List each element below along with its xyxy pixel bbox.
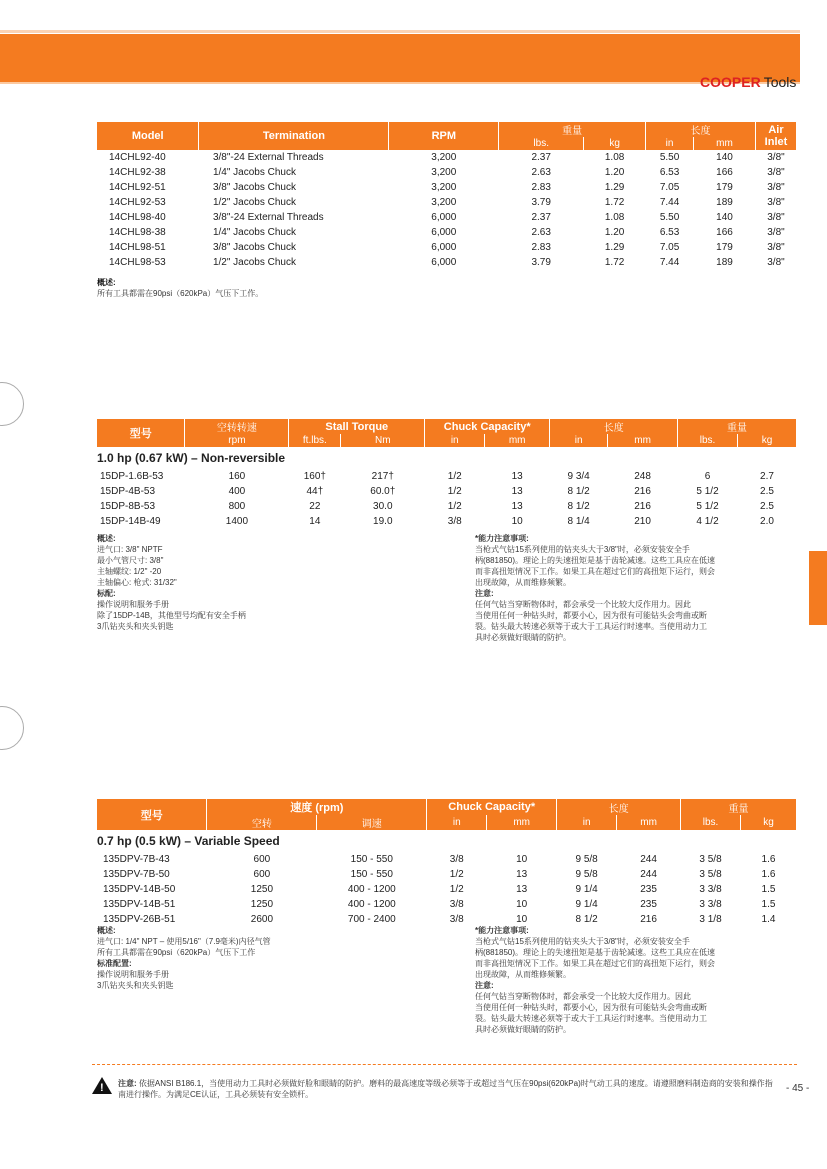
table-cell: 3 3/8	[699, 899, 722, 910]
footer-divider	[92, 1064, 797, 1066]
note-line: 主轴偏心: 枪式: 31/32"	[97, 578, 177, 587]
table1-notes	[97, 277, 263, 299]
table-cell: 235	[640, 884, 657, 895]
table-cell: 4 1/2	[696, 516, 719, 527]
col-length: 长度	[557, 799, 681, 815]
col-in: in	[425, 434, 485, 447]
table-row	[97, 225, 797, 240]
table-cell: 3/8"	[767, 257, 785, 268]
table-cell: 1/2	[447, 486, 462, 497]
table-15dp	[97, 419, 797, 529]
page-number: - 45 -	[786, 1083, 810, 1094]
table-cell: 7.44	[659, 257, 680, 268]
table-cell: 8 1/4	[567, 516, 590, 527]
table-cell: 1.08	[604, 212, 625, 223]
col-lbs: lbs.	[678, 434, 738, 447]
col-in: in	[646, 137, 694, 150]
note-line: 主轴螺纹: 1/2" -20	[97, 567, 162, 576]
col-lbs: lbs.	[681, 815, 741, 830]
col-mm: mm	[617, 815, 681, 830]
col-chuck: Chuck Capacity*	[425, 419, 550, 434]
col-rpm: rpm	[185, 434, 289, 447]
col-model: Model	[97, 122, 199, 150]
table-cell: 1250	[250, 899, 274, 910]
table-cell: 217†	[371, 471, 394, 482]
table-cell: 3/8"	[767, 152, 785, 163]
header-band	[0, 34, 800, 84]
col-mm: mm	[485, 434, 550, 447]
table-cell: 6.53	[659, 227, 680, 238]
col-weight: 重量	[678, 419, 797, 434]
table-cell: 5 1/2	[696, 486, 719, 497]
table-cell: 1.72	[604, 197, 625, 208]
table-cell: 8 1/2	[567, 486, 590, 497]
col-length: 长度	[550, 419, 678, 434]
table-cell: 15DP-14B-49	[100, 516, 161, 527]
table-cell: 6.53	[659, 167, 680, 178]
table-cell: 2600	[250, 914, 274, 925]
col-rpm: RPM	[389, 122, 499, 150]
col-free: 空转	[207, 815, 317, 830]
note-text: 所有工具都需在90psi（620kPa）气压下工作。	[97, 289, 264, 298]
table-cell: 2.37	[531, 212, 551, 223]
table-cell: 10	[516, 899, 528, 910]
table-cell: 2.5	[760, 486, 774, 497]
note-line: 任何气钻当穿断物体时，都会承受一个比较大反作用力。因此	[475, 600, 691, 609]
note-line: 3爪钻夹头和夹头钥匙	[97, 981, 174, 990]
table-cell: 3/8"	[767, 197, 785, 208]
table-row	[97, 867, 797, 882]
table-cell: 800	[228, 501, 246, 512]
table-cell: 14CHL92-38	[109, 167, 166, 178]
table-cell: 3.79	[531, 257, 551, 268]
table-cell: 8 1/2	[567, 501, 590, 512]
table-cell: 2.63	[531, 167, 551, 178]
brand-suffix: Tools	[763, 74, 797, 90]
table-cell: 3/8"	[767, 242, 785, 253]
col-in: in	[557, 815, 617, 830]
col-kg: kg	[741, 815, 797, 830]
table-cell: 14CHL98-38	[109, 227, 166, 238]
col-in: in	[427, 815, 487, 830]
note-title: 概述:	[97, 278, 116, 287]
note-line: 概述:	[97, 534, 116, 543]
table-row	[97, 255, 797, 270]
table-cell: 135DPV-14B-51	[103, 899, 176, 910]
table3-notes-right	[475, 925, 785, 1035]
table-cell: 1.6	[761, 869, 776, 880]
table-cell: 9 5/8	[575, 869, 598, 880]
hole-punch-bottom	[0, 706, 24, 750]
note-line: 进气口: 1/4" NPT – 使用5/16"（7.9毫米)内径气管	[97, 937, 271, 946]
table-cell: 179	[716, 182, 733, 193]
table-cell: 1/4" Jacobs Chuck	[212, 167, 296, 178]
note-line: 具时必须做好眼睛的防护。	[475, 633, 571, 642]
table-cell: 135DPV-7B-50	[103, 869, 170, 880]
table-row	[97, 514, 797, 529]
table-cell: 2.7	[760, 471, 774, 482]
table-chl	[97, 122, 797, 270]
table-cell: 160†	[303, 471, 326, 482]
table-cell: 400	[228, 486, 246, 497]
table-cell: 3,200	[431, 197, 457, 208]
table-cell: 2.83	[531, 242, 551, 253]
table-cell: 6,000	[431, 257, 457, 268]
note-line: 而非高扭矩情况下工作。如果工具在超过它们的高扭矩下运行，则会	[475, 959, 715, 968]
table-cell: 2.0	[760, 516, 774, 527]
col-mm: mm	[694, 137, 756, 150]
table-cell: 3,200	[431, 152, 457, 163]
table-cell: 3/8"	[767, 182, 785, 193]
col-length: 长度	[646, 122, 756, 137]
table-cell: 8 1/2	[575, 914, 598, 925]
table-cell: 13	[516, 869, 528, 880]
note-line: 注意:	[475, 589, 494, 598]
table-cell: 3/8" Jacobs Chuck	[212, 242, 296, 253]
table-cell: 135DPV-14B-50	[103, 884, 176, 895]
table-cell: 10	[516, 854, 528, 865]
note-line: 出现故障，从而维修频繁。	[475, 970, 571, 979]
col-mm: mm	[608, 434, 678, 447]
table-cell: 13	[511, 486, 523, 497]
table-cell: 1.72	[604, 257, 625, 268]
table-cell: 166	[716, 167, 733, 178]
table-row	[97, 180, 797, 195]
table-cell: 179	[716, 242, 733, 253]
note-line: *能力注意事项:	[475, 534, 529, 543]
table-cell: 189	[716, 257, 733, 268]
col-air-inlet: Air Inlet	[755, 122, 796, 150]
table-cell: 9 5/8	[575, 854, 598, 865]
table-cell: 700 - 2400	[347, 914, 396, 925]
col-kg: kg	[738, 434, 797, 447]
table-cell: 600	[253, 854, 271, 865]
col-lbs: lbs.	[499, 137, 584, 150]
footer-text: 依据ANSI B186.1，当使用动力工具时必须做好脸和眼睛的防护。磨料的最高速度等级必须等于或超过当气压在90psi(620kPa)时气动工具的速度。请遵照磨料制造商的安装和操作指南进行操作。为满足CE认证，工具必须装有安全锁杆。	[118, 1079, 773, 1099]
table-cell: 3/8	[447, 516, 462, 527]
table-cell: 248	[634, 471, 651, 482]
table-row	[97, 484, 797, 499]
table-cell: 13	[516, 884, 528, 895]
table-cell: 140	[716, 212, 733, 223]
table-cell: 135DPV-7B-43	[103, 854, 170, 865]
table-cell: 400 - 1200	[347, 884, 396, 895]
table-cell: 3/8	[449, 854, 464, 865]
table-cell: 140	[716, 152, 733, 163]
table-cell: 1.20	[604, 167, 625, 178]
table-cell: 1.08	[604, 152, 625, 163]
table-cell: 2.37	[531, 152, 551, 163]
table-cell: 150 - 550	[350, 854, 393, 865]
table-cell: 10	[516, 914, 528, 925]
table-cell: 2.63	[531, 227, 551, 238]
table-cell: 3/8"	[767, 167, 785, 178]
table-cell: 3/8	[449, 899, 464, 910]
col-adjust: 调速	[317, 815, 427, 830]
table-row	[97, 469, 797, 484]
col-free-speed: 空转转速	[185, 419, 289, 434]
table2-notes-right	[475, 533, 785, 643]
col-in: in	[550, 434, 608, 447]
table-cell: 6,000	[431, 242, 457, 253]
col-model: 型号	[97, 419, 185, 447]
table-cell: 1.6	[761, 854, 776, 865]
table-cell: 244	[640, 869, 657, 880]
note-line: 柄(881850)。理论上的失速扭矩是基于齿轮减速。这些工具应在低速	[475, 556, 716, 565]
col-mm: mm	[487, 815, 557, 830]
table-cell: 1/2	[447, 501, 462, 512]
table-cell: 13	[511, 501, 523, 512]
col-chuck: Chuck Capacity*	[427, 799, 557, 815]
table-cell: 3/8"-24 External Threads	[212, 212, 324, 223]
table-cell: 13	[511, 471, 523, 482]
table-cell: 1250	[250, 884, 274, 895]
table-cell: 3 3/8	[699, 884, 722, 895]
table-cell: 14CHL92-53	[109, 197, 166, 208]
table-cell: 210	[634, 516, 651, 527]
note-line: 标准配置:	[97, 959, 132, 968]
table-cell: 5.50	[659, 152, 680, 163]
table-cell: 6	[704, 471, 711, 482]
table-cell: 9 3/4	[567, 471, 590, 482]
table-cell: 400 - 1200	[347, 899, 396, 910]
table-cell: 15DP-8B-53	[100, 501, 156, 512]
table-cell: 14	[309, 516, 321, 527]
table-cell: 1.4	[761, 914, 776, 925]
table-row	[97, 210, 797, 225]
table-cell: 14CHL92-51	[109, 182, 166, 193]
table-cell: 216	[640, 914, 657, 925]
table-cell: 3 5/8	[699, 869, 722, 880]
col-weight: 重量	[499, 122, 646, 137]
col-weight: 重量	[681, 799, 797, 815]
table-cell: 3,200	[431, 167, 457, 178]
table-cell: 1400	[225, 516, 249, 527]
note-line: 出现故障，从而维修频繁。	[475, 578, 571, 587]
table-cell: 1.20	[604, 227, 625, 238]
note-line: 最小气管尺寸: 3/8"	[97, 556, 164, 565]
table-cell: 216	[634, 501, 651, 512]
hole-punch-top	[0, 382, 24, 426]
table-cell: 14CHL92-40	[109, 152, 166, 163]
table-cell: 7.05	[659, 182, 680, 193]
table-cell: 7.05	[659, 242, 680, 253]
note-line: 进气口: 3/8" NPTF	[97, 545, 163, 554]
note-line: 当使用任何一种钻头时，都要小心，因为很有可能钻头会弯曲或断	[475, 611, 707, 620]
table-row	[97, 150, 797, 165]
table-cell: 15DP-4B-53	[100, 486, 156, 497]
table-row	[97, 195, 797, 210]
note-line: 具时必须做好眼睛的防护。	[475, 1025, 571, 1034]
note-line: 当枪式气钻15系列使用的钻夹头大于3/8"时，必须安装安全手	[475, 545, 690, 554]
table-row	[97, 165, 797, 180]
col-termination: Termination	[199, 122, 389, 150]
table-cell: 1/4" Jacobs Chuck	[212, 227, 296, 238]
table-cell: 150 - 550	[350, 869, 393, 880]
table-cell: 3/8"-24 External Threads	[212, 152, 324, 163]
table-cell: 3/8"	[767, 212, 785, 223]
table-row	[97, 882, 797, 897]
table-cell: 1/2	[449, 869, 464, 880]
table-cell: 160	[228, 471, 246, 482]
section-title: 1.0 hp (0.67 kW) – Non-reversible	[97, 450, 286, 465]
note-line: 3爪钻夹头和夹头钥匙	[97, 622, 174, 631]
note-line: 概述:	[97, 926, 116, 935]
brand-logo	[700, 74, 796, 90]
table-cell: 9 1/4	[575, 884, 598, 895]
table-cell: 3/8	[449, 914, 464, 925]
table-cell: 14CHL98-51	[109, 242, 166, 253]
note-line: 当枪式气钻15系列使用的钻夹头大于3/8"时，必须安装安全手	[475, 937, 690, 946]
table-row	[97, 897, 797, 912]
col-stall: Stall Torque	[289, 419, 425, 434]
table-row	[97, 852, 797, 867]
table-cell: 10	[511, 516, 523, 527]
table-135dpv	[97, 799, 797, 927]
table-cell: 2.83	[531, 182, 551, 193]
note-line: 注意:	[475, 981, 494, 990]
table-cell: 30.0	[373, 501, 393, 512]
note-line: 裂。钻头最大转速必须等于或大于工具运行时速率。当使用动力工	[475, 622, 707, 631]
table-cell: 5.50	[659, 212, 680, 223]
table-cell: 9 1/4	[575, 899, 598, 910]
note-line: 操作说明和服务手册	[97, 970, 169, 979]
table-cell: 244	[640, 854, 657, 865]
col-speed: 速度 (rpm)	[207, 799, 427, 815]
table-cell: 166	[716, 227, 733, 238]
note-line: *能力注意事项:	[475, 926, 529, 935]
table-cell: 1.5	[761, 899, 776, 910]
table-cell: 235	[640, 899, 657, 910]
note-line: 除了15DP-14B，其他型号均配有安全手柄	[97, 611, 246, 620]
header-stripe-thin	[0, 30, 800, 33]
table-cell: 600	[253, 869, 271, 880]
table-cell: 15DP-1.6B-53	[100, 471, 164, 482]
table-cell: 22	[309, 501, 321, 512]
table-cell: 1.5	[761, 884, 776, 895]
table-row	[97, 499, 797, 514]
col-model: 型号	[97, 799, 207, 830]
col-nm: Nm	[341, 434, 425, 447]
note-line: 当使用任何一种钻头时，都要小心，因为很有可能钻头会弯曲或断	[475, 1003, 707, 1012]
table-cell: 60.0†	[370, 486, 396, 497]
note-line: 所有工具都需在90psi（620kPa）气压下工作	[97, 948, 256, 957]
table-cell: 1.29	[604, 242, 625, 253]
note-line: 标配:	[97, 589, 116, 598]
table-cell: 3 5/8	[699, 854, 722, 865]
table-cell: 7.44	[659, 197, 680, 208]
footer-label: 注意:	[118, 1079, 137, 1088]
table-cell: 14CHL98-53	[109, 257, 166, 268]
table-cell: 1.29	[604, 182, 625, 193]
table-cell: 216	[634, 486, 651, 497]
table-cell: 6,000	[431, 212, 457, 223]
section-title: 0.7 hp (0.5 kW) – Variable Speed	[97, 833, 280, 848]
table-cell: 1/2	[449, 884, 464, 895]
table-cell: 3 1/8	[699, 914, 722, 925]
table-cell: 19.0	[373, 516, 393, 527]
note-line: 操作说明和服务手册	[97, 600, 169, 609]
table-cell: 3/8"	[767, 227, 785, 238]
table-cell: 2.5	[760, 501, 774, 512]
warning-icon-mark: !	[100, 1082, 104, 1094]
note-line: 任何气钻当穿断物体时，都会承受一个比较大反作用力。因此	[475, 992, 691, 1001]
table-cell: 5 1/2	[696, 501, 719, 512]
table-cell: 6,000	[431, 227, 457, 238]
note-line: 裂。钻头最大转速必须等于或大于工具运行时速率。当使用动力工	[475, 1014, 707, 1023]
table-row	[97, 240, 797, 255]
table2-notes-left	[97, 533, 457, 632]
table-cell: 44†	[306, 486, 324, 497]
table-cell: 3,200	[431, 182, 457, 193]
table-cell: 3/8" Jacobs Chuck	[212, 182, 296, 193]
note-line: 柄(881850)。理论上的失速扭矩是基于齿轮减速。这些工具应在低速	[475, 948, 716, 957]
table-cell: 1/2" Jacobs Chuck	[212, 257, 296, 268]
table-cell: 135DPV-26B-51	[103, 914, 176, 925]
table-cell: 3.79	[531, 197, 551, 208]
section-tab	[809, 551, 827, 625]
table3-notes-left	[97, 925, 457, 991]
table-cell: 189	[716, 197, 733, 208]
brand-name: COOPER	[700, 74, 761, 90]
col-kg: kg	[584, 137, 646, 150]
table-cell: 14CHL98-40	[109, 212, 166, 223]
note-line: 而非高扭矩情况下工作。如果工具在超过它们的高扭矩下运行，则会	[475, 567, 715, 576]
col-ftlbs: ft.lbs.	[289, 434, 341, 447]
footer-note	[118, 1078, 778, 1100]
table-cell: 1/2" Jacobs Chuck	[212, 197, 296, 208]
table-cell: 1/2	[447, 471, 462, 482]
